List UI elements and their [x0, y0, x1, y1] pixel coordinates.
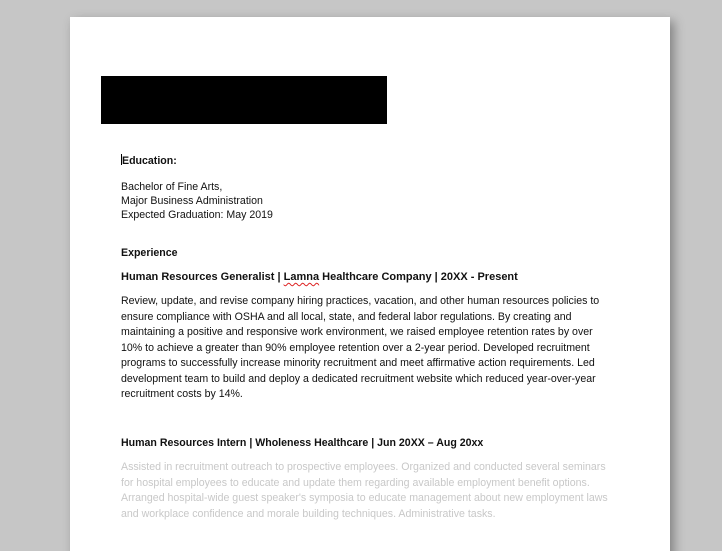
job2-description	[121, 460, 621, 522]
job1-title	[121, 270, 518, 286]
experience-heading: Experience	[121, 247, 178, 259]
job1-description-line: Review, update, and revise company hiring practices, vacation, and other human resources policies to	[121, 295, 600, 307]
job1-description-line: development team to build and deploy a dedicated recruitment website which reduced year-over-year	[121, 372, 596, 385]
education-heading-text: Education:	[122, 155, 177, 167]
job1-description-line: ensure compliance with OSHA and all local, state, and federal labor regulations. By creating and	[121, 310, 572, 323]
job2-description-line: Assisted in recruitment outreach to prospective employees. Organized and conducted several seminars	[121, 461, 606, 473]
education-graduation: Expected Graduation: May 2019	[121, 209, 273, 221]
education-major: Major Business Administration	[121, 195, 263, 207]
job2-description-line: Arranged hospital-wide guest speaker's symposia to educate management about new employment laws	[121, 492, 608, 504]
job1-company-word: Lamna	[283, 271, 320, 283]
job1-description-line: 10% to achieve a greater than 90% employee retention over a 2-year period. Developed recruitment	[121, 341, 590, 354]
job2-description-line: and workplace confidence and morale building techniques. Administrative tasks.	[121, 507, 496, 520]
education-degree: Bachelor of Fine Arts,	[121, 181, 223, 193]
education-heading	[121, 154, 177, 170]
job2-title: Human Resources Intern | Wholeness Healthcare | Jun 20XX – Aug 20xx	[121, 437, 484, 449]
redacted-name-block	[101, 76, 387, 124]
job1-description-line: maintaining a positive and responsive work environment, we raised employee retention rates by over	[121, 326, 593, 338]
job1-title-prefix: Human Resources Generalist |	[121, 271, 284, 283]
job1-description	[121, 294, 621, 403]
job1-description-line: recruitment costs by 14%.	[121, 388, 243, 400]
job2-description-line: for hospital employees to educate and update them regarding available employment benefit options.	[121, 476, 590, 489]
job1-description-line: programs to successfully increase minority recruitment and meet affirmative action requirements. Led	[121, 357, 595, 369]
job1-title-suffix: Healthcare Company | 20XX - Present	[319, 271, 518, 283]
